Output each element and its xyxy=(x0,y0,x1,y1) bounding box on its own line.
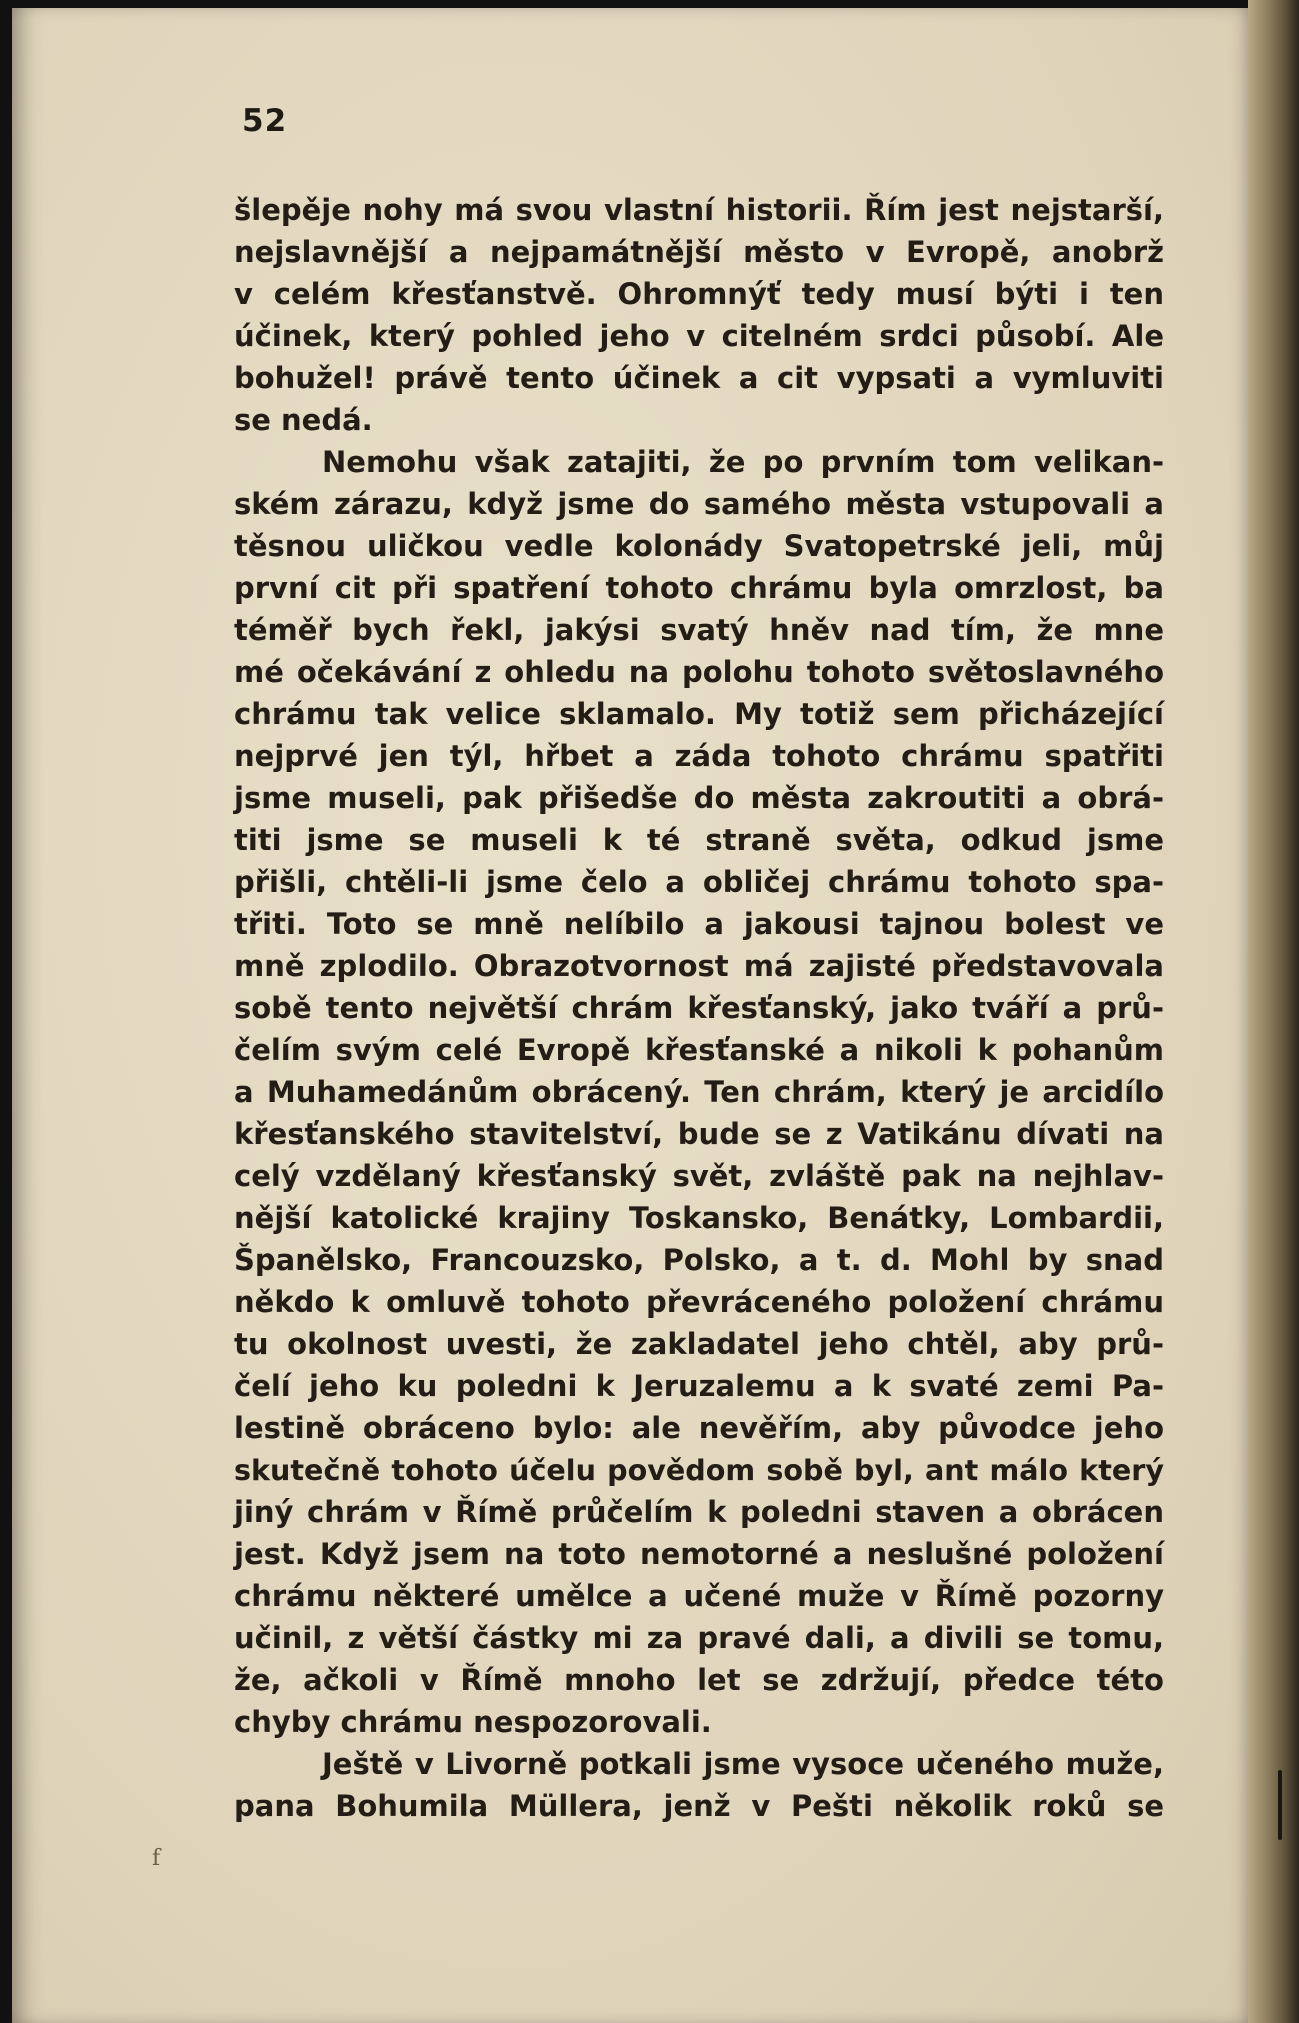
text-line: nejslavnější a nejpamátnější město v Evropě, anobrž xyxy=(234,235,1164,269)
text-line: někdo k omluvě tohoto převráceného položení chrámu xyxy=(234,1285,1164,1319)
text-line: učinil, z větší částky mi za pravé dali, a divili se tomu, xyxy=(234,1621,1164,1655)
text-line: účinek, který pohled jeho v citelném srdci působí. Ale xyxy=(234,319,1164,353)
text-line: těsnou uličkou vedle kolonády Svatopetrské jeli, můj xyxy=(234,529,1164,563)
text-line: že, ačkoli v Římě mnoho let se zdržují, předce této xyxy=(234,1663,1164,1697)
text-line: Španělsko, Francouzsko, Polsko, a t. d. Mohl by snad xyxy=(234,1243,1164,1277)
spine-mark xyxy=(1278,1770,1282,1840)
book-spine-edge xyxy=(1248,0,1299,2023)
text-line: a Muhamedánům obrácený. Ten chrám, který je arcidílo xyxy=(234,1075,1164,1109)
text-line: sobě tento největší chrám křesťanský, jako tváří a prů- xyxy=(234,991,1164,1025)
text-line: čelím svým celé Evropě křesťanské a nikoli k pohanům xyxy=(234,1033,1164,1067)
text-line: nější katolické krajiny Toskansko, Benátky, Lombardii, xyxy=(234,1201,1164,1235)
text-line: Nemohu však zatajiti, že po prvním tom velikan- xyxy=(322,445,1164,479)
text-line: chyby chrámu nespozorovali. xyxy=(234,1705,712,1739)
text-line: bohužel! právě tento účinek a cit vypsati a vymluviti xyxy=(234,361,1164,395)
text-line: Ještě v Livorně potkali jsme vysoce učeného muže, xyxy=(322,1747,1164,1781)
page-number: 52 xyxy=(242,103,288,139)
text-line: třiti. Toto se mně nelíbilo a jakousi tajnou bolest ve xyxy=(234,907,1164,941)
text-line: křesťanského stavitelství, bude se z Vatikánu dívati na xyxy=(234,1117,1164,1151)
text-line: pana Bohumila Müllera, jenž v Pešti několik roků se xyxy=(234,1789,1164,1823)
text-line: téměř bych řekl, jakýsi svatý hněv nad tím, že mne xyxy=(234,613,1164,647)
text-line: skutečně tohoto účelu povědom sobě byl, ant málo který xyxy=(234,1453,1164,1487)
text-line: první cit při spatření tohoto chrámu byla omrzlost, ba xyxy=(234,571,1164,605)
text-line: jsme museli, pak přišedše do města zakroutiti a obrá- xyxy=(234,781,1164,815)
book-page xyxy=(12,8,1248,2023)
text-line: tu okolnost uvesti, že zakladatel jeho chtěl, aby prů- xyxy=(234,1327,1164,1361)
text-line: čelí jeho ku poledni k Jeruzalemu a k svaté zemi Pa- xyxy=(234,1369,1164,1403)
text-line: mé očekávání z ohledu na polohu tohoto světoslavného xyxy=(234,655,1164,689)
text-line: nejprvé jen týl, hřbet a záda tohoto chrámu spatřiti xyxy=(234,739,1164,773)
text-line: šlepěje nohy má svou vlastní historii. Řím jest nejstarší, xyxy=(234,193,1164,227)
text-line: jest. Když jsem na toto nemotorné a neslušné položení xyxy=(234,1537,1164,1571)
text-line: titi jsme se museli k té straně světa, odkud jsme xyxy=(234,823,1164,857)
text-line: chrámu některé umělce a učené muže v Římě pozorny xyxy=(234,1579,1164,1613)
text-line: ském zárazu, když jsme do samého města vstupovali a xyxy=(234,487,1164,521)
text-line: celý vzdělaný křesťanský svět, zvláště pak na nejhlav- xyxy=(234,1159,1164,1193)
text-line: lestině obráceno bylo: ale nevěřím, aby původce jeho xyxy=(234,1411,1164,1445)
text-line: mně zplodilo. Obrazotvornost má zajisté představovala xyxy=(234,949,1164,983)
margin-mark: f xyxy=(152,1846,161,1871)
text-line: jiný chrám v Římě průčelím k poledni staven a obrácen xyxy=(234,1495,1164,1529)
text-line: chrámu tak velice sklamalo. My totiž sem přicházející xyxy=(234,697,1164,731)
text-line: přišli, chtěli-li jsme čelo a obličej chrámu tohoto spa- xyxy=(234,865,1164,899)
text-line: se nedá. xyxy=(234,403,373,437)
body-text xyxy=(234,189,1164,1827)
text-line: v celém křesťanstvě. Ohromnýť tedy musí býti i ten xyxy=(234,277,1164,311)
